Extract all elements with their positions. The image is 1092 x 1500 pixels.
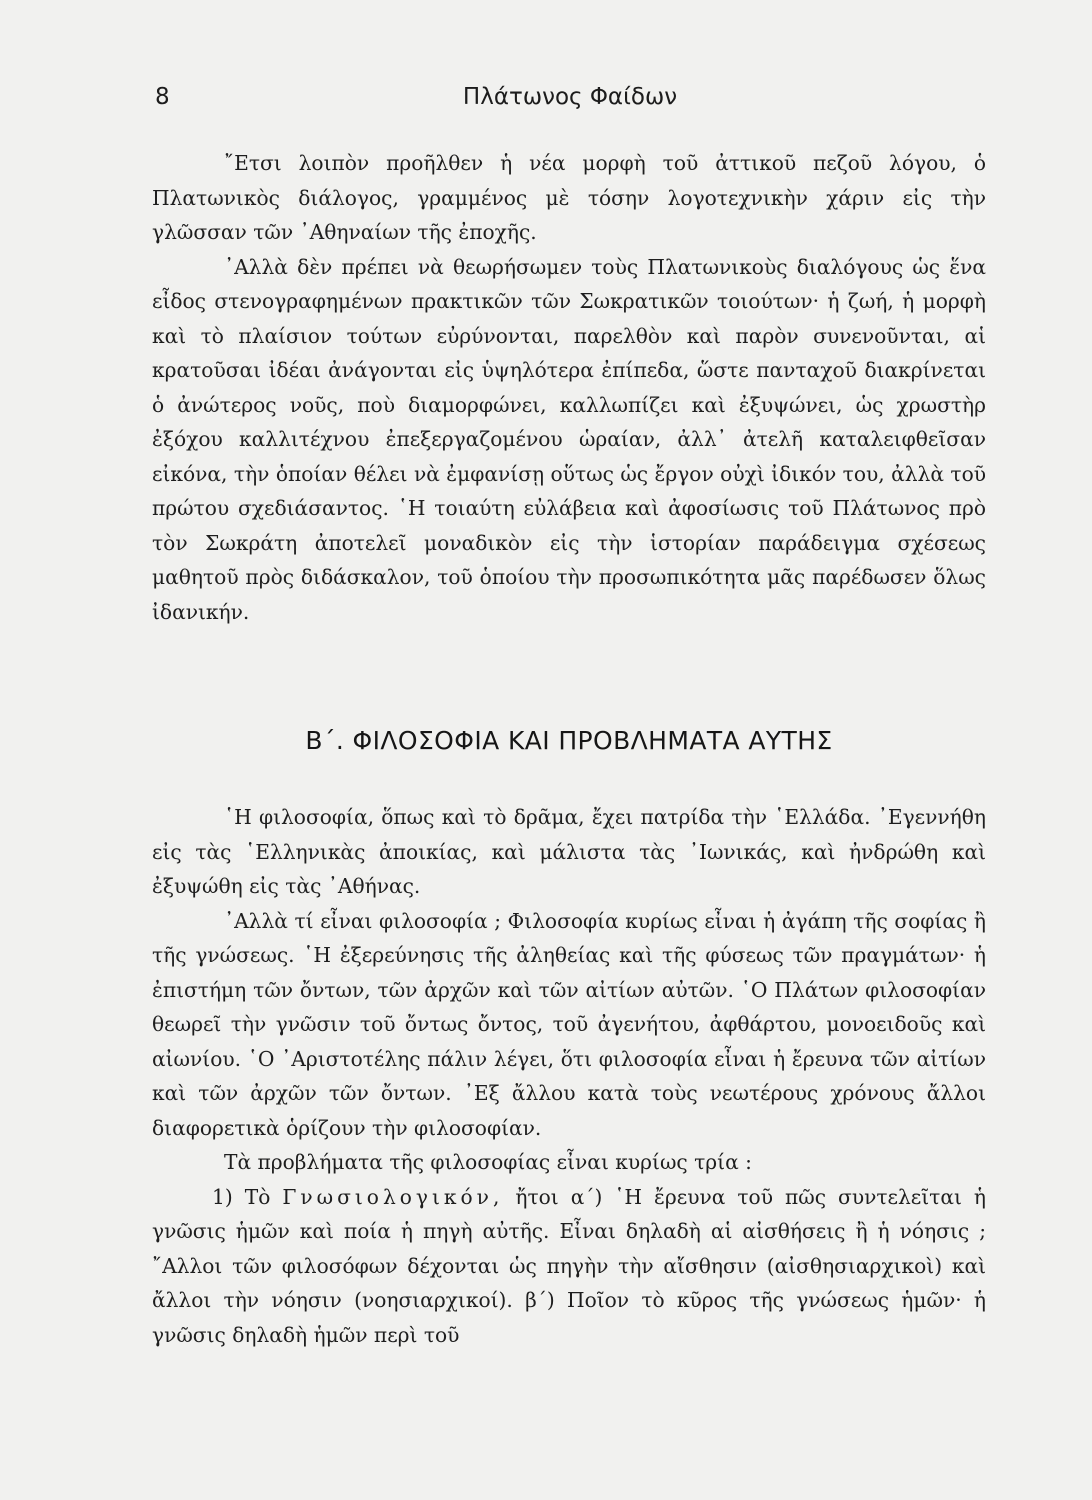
section-a-text [152,146,986,629]
paragraph-1: ῎Ετσι λοιπὸν προῆλθεν ἡ νέα μορφὴ τοῦ ἀττικοῦ πεζοῦ λόγου, ὁ Πλατωνικὸς διάλογος, γραμμένος μὲ τόσην λογοτεχνικὴν χάριν εἰς τὴν γλῶσσαν τῶν ᾿Αθηναίων τῆς ἐποχῆς. [152,151,986,244]
item-1-term: Γνωσιολογικόν, [282,1184,504,1209]
section-b-text [152,800,986,1352]
item-1-number: 1) Τὸ [212,1184,271,1209]
paragraph-4: ᾿Αλλὰ τί εἶναι φιλοσοφία ; Φιλοσοφία κυρίως εἶναι ἡ ἀγάπη τῆς σοφίας ἢ τῆς γνώσεως. ῾Η ἐξερεύνησις τῆς ἀληθείας καὶ τῆς φύσεως τῶν πραγμάτων· ἡ ἐπιστήμη τῶν ὄντων, τῶν ἀρχῶν καὶ τῶν αἰτίων αὐτῶν. ῾Ο Πλάτων φιλοσοφίαν θεωρεῖ τὴν γνῶσιν τοῦ ὄντως ὄντος, τοῦ ἀγενήτου, ἀφθάρτου, μονοειδοῦς καὶ αἰωνίου. ῾Ο ᾿Αριστοτέλης πάλιν λέγει, ὅτι φιλοσοφία εἶναι ἡ ἔρευνα τῶν αἰτίων καὶ τῶν ἀρχῶν τῶν ὄντων. ᾿Εξ ἄλλου κατὰ τοὺς νεωτέρους χρόνους ἄλλοι διαφορετικὰ ὁρίζουν τὴν φιλοσοφίαν. [152,908,986,1140]
section-heading: Β΄. ΦΙΛΟΣΟΦΙΑ ΚΑΙ ΠΡΟΒΛΗΜΑΤΑ ΑΥΤΗΣ [305,726,833,755]
running-head [155,84,985,118]
paragraph-5: Τὰ προβλήματα τῆς φιλοσοφίας εἶναι κυρίως τρία : [224,1150,752,1174]
running-title: Πλάτωνος Φαίδων [462,84,678,110]
paragraph-2: ᾿Αλλὰ δὲν πρέπει νὰ θεωρήσωμεν τοὺς Πλατωνικοὺς διαλόγους ὡς ἕνα εἶδος στενογραφημένων πρακτικῶν τῶν Σωκρατικῶν τοιούτων· ἡ ζωή, ἡ μορφὴ καὶ τὸ πλαίσιον τούτων εὐρύνονται, παρελθὸν καὶ παρὸν συνενοῦνται, αἱ κρατοῦσαι ἰδέαι ἀνάγονται εἰς ὑψηλότερα ἐπίπεδα, ὥστε πανταχοῦ διακρίνεται ὁ ἀνώτερος νοῦς, ποὺ διαμορφώνει, καλλωπίζει καὶ ἐξυψώνει, ὡς χρωστὴρ ἐξόχου καλλιτέχνου ἐπεξεργαζομένου ὡραίαν, ἀλλ᾿ ἀτελῆ καταλειφθεῖσαν εἰκόνα, τὴν ὁποίαν θέλει νὰ ἐμφανίσῃ οὕτως ὡς ἔργον οὐχὶ ἰδικόν του, ἀλλὰ τοῦ πρώτου σχεδιάσαντος. ῾Η τοιαύτη εὐλάβεια καὶ ἀφοσίωσις τοῦ Πλάτωνος πρὸ τὸν Σωκράτη ἀποτελεῖ μοναδικὸν εἰς τὴν ἱστορίαν παράδειγμα σχέσεως μαθητοῦ πρὸς διδάσκαλον, τοῦ ὁποίου τὴν προσωπικότητα μᾶς παρέδωσεν ὅλως ἰδανικήν. [152,254,986,624]
item-1-text: ἤτοι α΄) ῾Η ἔρευνα τοῦ πῶς συντελεῖται ἡ γνῶσις ἡμῶν καὶ ποία ἡ πηγὴ αὐτῆς. Εἶναι δηλαδὴ αἱ αἰσθήσεις ἢ ἡ νόησις ; ῎Αλλοι τῶν φιλοσόφων δέχονται ὡς πηγὴν τὴν αἴσθησιν (αἰσθησιαρχικοὶ) καὶ ἄλλοι τὴν νόησιν (νοησιαρχικοί). β΄) Ποῖον τὸ κῦρος τῆς γνώσεως ἡμῶν· ἡ γνῶσις δηλαδὴ ἡμῶν περὶ τοῦ [152,1184,986,1347]
paragraph-6-item-1 [152,1180,986,1353]
paragraph-3: ῾Η φιλοσοφία, ὅπως καὶ τὸ δρᾶμα, ἔχει πατρίδα τὴν ῾Ελλάδα. ᾿Εγεννήθη εἰς τὰς ῾Ελληνικὰς ἀποικίας, καὶ μάλιστα τὰς ᾿Ιωνικάς, καὶ ἠνδρώθη καὶ ἐξυψώθη εἰς τὰς ᾿Αθήνας. [152,805,986,898]
page-number: 8 [155,84,170,110]
